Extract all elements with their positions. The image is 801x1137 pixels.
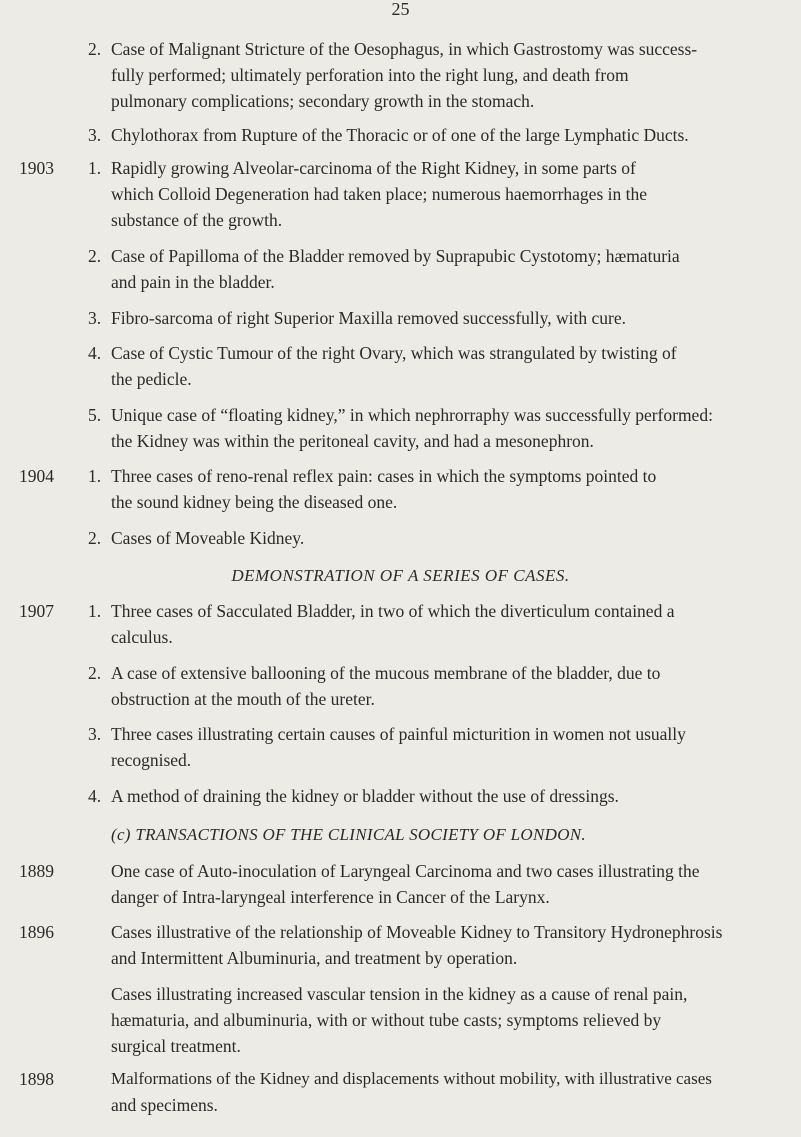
section-heading: DEMONSTRATION OF A SERIES OF CASES. — [231, 566, 570, 585]
entry-line: Unique case of “floating kidney,” in which nephrorraphy was successfully performed: — [111, 405, 713, 425]
item-number: 1. — [88, 601, 102, 621]
item-number: 5. — [88, 405, 102, 425]
entry-line: Cases illustrative of the relationship of Moveable Kidney to Transitory Hydronephrosis — [111, 922, 723, 942]
year-label: 1896 — [19, 922, 54, 942]
entry-line: Case of Papilloma of the Bladder removed by Suprapubic Cystotomy; hæmaturia — [111, 246, 680, 266]
entry-line: and pain in the bladder. — [111, 272, 275, 292]
page-number: 25 — [391, 0, 410, 19]
year-label: 1889 — [19, 861, 54, 881]
entry-line: Chylothorax from Rupture of the Thoracic or of one of the large Lymphatic Ducts. — [111, 125, 689, 145]
entry-line: pulmonary complications; secondary growth in the stomach. — [111, 91, 535, 111]
entry-line: recognised. — [111, 750, 192, 770]
item-number: 3. — [88, 125, 102, 145]
item-number: 2. — [88, 39, 102, 59]
entry-line: Three cases illustrating certain causes of painful micturition in women not usually — [111, 724, 686, 744]
entry-line: which Colloid Degeneration had taken place; numerous haemorrhages in the — [111, 184, 648, 204]
year-label: 1907 — [19, 601, 54, 621]
item-number: 3. — [88, 308, 102, 328]
entry-line: A case of extensive ballooning of the mucous membrane of the bladder, due to — [111, 663, 661, 683]
entry-line: and Intermittent Albuminuria, and treatment by operation. — [111, 948, 518, 968]
entry-line: danger of Intra-laryngeal interference in Cancer of the Larynx. — [111, 887, 550, 907]
entry-line: obstruction at the mouth of the ureter. — [111, 689, 375, 709]
entry-line: the Kidney was within the peritoneal cavity, and had a mesonephron. — [111, 431, 594, 451]
item-number: 4. — [88, 786, 102, 806]
entry-line: calculus. — [111, 627, 173, 647]
entry-line: Malformations of the Kidney and displacements without mobility, with illustrative cases — [111, 1069, 712, 1088]
item-number: 2. — [88, 246, 102, 266]
entry-line: Fibro-sarcoma of right Superior Maxilla removed successfully, with cure. — [111, 308, 626, 328]
entry-line: Cases illustrating increased vascular tension in the kidney as a cause of renal pain, — [111, 984, 688, 1004]
entry-line: Cases of Moveable Kidney. — [111, 528, 305, 548]
entry-line: and specimens. — [111, 1095, 218, 1115]
item-number: 3. — [88, 724, 102, 744]
entry-line: surgical treatment. — [111, 1036, 241, 1056]
year-label: 1898 — [19, 1069, 54, 1089]
item-number: 1. — [88, 158, 102, 178]
entry-line: Rapidly growing Alveolar-carcinoma of the Right Kidney, in some parts of — [111, 158, 636, 178]
entry-line: Three cases of Sacculated Bladder, in two of which the diverticulum contained a — [111, 601, 675, 621]
section-heading: (c) TRANSACTIONS OF THE CLINICAL SOCIETY OF LONDON. — [111, 825, 586, 844]
item-number: 1. — [88, 466, 102, 486]
entry-line: substance of the growth. — [111, 210, 283, 230]
year-label: 1903 — [19, 158, 54, 178]
entry-line: fully performed; ultimately perforation into the right lung, and death from — [111, 65, 629, 85]
item-number: 4. — [88, 343, 102, 363]
entry-line: hæmaturia, and albuminuria, with or without tube casts; symptoms relieved by — [111, 1010, 662, 1030]
entry-line: the sound kidney being the diseased one. — [111, 492, 398, 512]
entry-line: A method of draining the kidney or bladder without the use of dressings. — [111, 786, 619, 806]
entry-line: Case of Malignant Stricture of the Oesophagus, in which Gastrostomy was success- — [111, 39, 698, 59]
item-number: 2. — [88, 528, 102, 548]
entry-line: Case of Cystic Tumour of the right Ovary, which was strangulated by twisting of — [111, 343, 677, 363]
year-label: 1904 — [19, 466, 54, 486]
entry-line: the pedicle. — [111, 369, 192, 389]
entry-line: Three cases of reno-renal reflex pain: cases in which the symptoms pointed to — [111, 466, 657, 486]
entry-line: One case of Auto-inoculation of Laryngeal Carcinoma and two cases illustrating the — [111, 861, 700, 881]
item-number: 2. — [88, 663, 102, 683]
